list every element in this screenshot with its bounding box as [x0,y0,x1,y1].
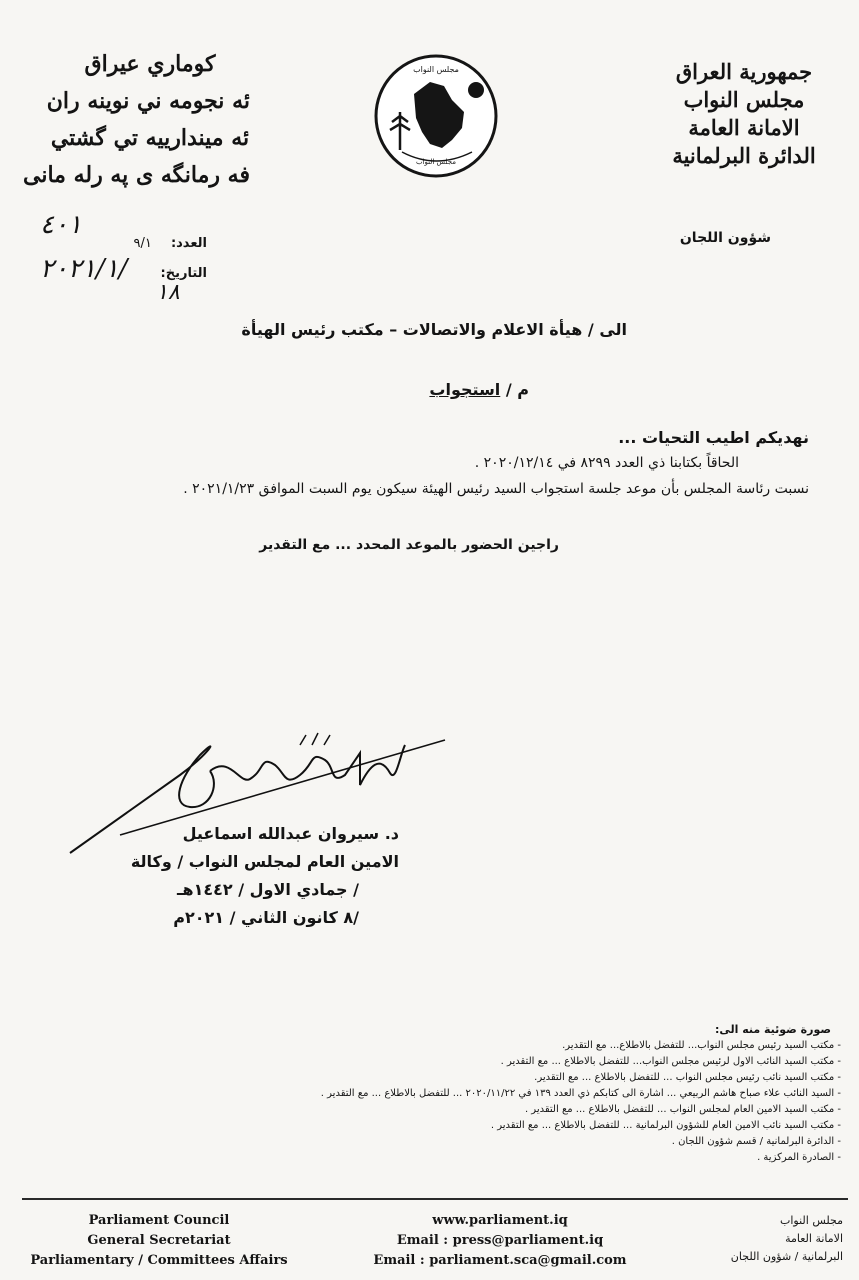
letterhead-left-line: ئه ميندارييه تي گشتي [50,125,250,151]
signature-block [59,820,399,932]
number-prefix: ٩/١ [133,236,152,251]
letterhead-directorate: الدائرة البرلمانية [672,143,816,168]
footer-left [14,1211,304,1271]
greeting: نهديكم اطيب التحيات ... [618,428,809,447]
cc-item: - السيد النائب علاء صباح هاشم الربيعي ... اشارة الى كتابكم ذي العدد ١٣٩ في ٢٠٢٠/١١/٢٢ ... للتفضل بالاطلاع ... مع التقدير . [320,1088,841,1099]
footer-email-sca[interactable]: Email : parliament.sca@gmail.com [373,1253,627,1268]
subject-prefix: م / [505,380,529,399]
paragraph-main: نسبت رئاسة المجلس بأن موعد جلسة استجواب السيد رئيس الهيئة سيكون يوم السبت الموافق ٢٠٢١/١/٢٣ . [183,481,809,497]
number-handwritten: ٤٠١ [40,210,82,240]
closing-line: راجين الحضور بالموعد المحدد ... مع التقدير [259,537,559,553]
letterhead-council: مجلس النواب [683,87,805,112]
cc-item: - الدائرة البرلمانية / قسم شؤون اللجان . [671,1136,841,1147]
letterhead-left-line: كوماري عيراق [84,51,216,77]
footer-right-line: مجلس النواب [780,1214,843,1227]
cc-item: - مكتب السيد الامين العام لمجلس النواب ... للتفضل بالاطلاع ... مع التقدير . [524,1104,841,1115]
date-handwritten: ٢٠٢١/١/ [40,254,128,284]
letterhead-country: جمهورية العراق [675,59,813,84]
cc-item: - مكتب السيد نائب رئيس مجلس النواب ... للتفضل بالاطلاع ... مع التقدير. [534,1072,841,1083]
cc-item: - الصادرة المركزية . [757,1152,841,1163]
addressee: الى / هيأة الاعلام والاتصالات – مكتب رئيس الهيأة [241,320,627,339]
date-day-handwritten: ١٨ [156,280,180,305]
signer-name: د. سيروان عبدالله اسماعيل [182,824,399,843]
footer-secretariat: General Secretariat [87,1233,231,1248]
cc-title: صورة ضوئية منه الى: [714,1023,831,1036]
date-label: التاريخ: [160,266,207,281]
letterhead-left-line: فه رمانگه ى په رله مانى [23,162,250,188]
emblem-bottom-text: مجلس النواب [415,158,457,166]
subject-line [429,380,529,399]
number-row [133,232,207,251]
letterhead-left-line: ئه نجومه ني نوينه ران [46,88,250,114]
department-label: شؤون اللجان [679,230,771,246]
footer-right-line: الامانة العامة [785,1232,843,1245]
cc-item: - مكتب السيد نائب الامين العام للشؤون البرلمانية ... للتفضل بالاطلاع ... مع التقدير . [490,1120,841,1131]
cc-item: - مكتب السيد النائب الاول لرئيس مجلس النواب... للتفضل بالاطلاع ... مع التقدير . [500,1056,841,1067]
parliament-emblem [372,52,500,180]
footer-email-press[interactable]: Email : press@parliament.iq [396,1233,604,1248]
letterhead-left [23,46,250,194]
footer-divider [22,1198,848,1200]
subject: استجواب [429,380,501,399]
letterhead-right [659,58,829,170]
emblem-text: مجلس النواب [413,65,459,74]
gregorian-date: /٨ كانون الثاني / ٢٠٢١م [173,908,359,927]
footer-council: Parliament Council [88,1213,230,1228]
footer-affairs: Parliamentary / Committees Affairs [30,1253,288,1268]
letterhead-secretariat: الامانة العامة [688,115,800,140]
hijri-date: / جمادي الاول / ١٤٤٢هـ [177,880,359,899]
paragraph-reference: الحاقاً بكتابنا ذي العدد ٨٢٩٩ في ٢٠٢٠/١٢/١٤ . [474,455,739,471]
number-label: العدد: [170,236,207,251]
footer-right [693,1212,843,1266]
footer-contact [340,1211,660,1271]
cc-item: - مكتب السيد رئيس مجلس النواب... للتفضل بالاطلاع... مع التقدير. [562,1040,841,1051]
cc-list [141,1022,841,1166]
date-row [161,262,207,281]
signer-title: الامين العام لمجلس النواب / وكالة [130,852,399,871]
footer-right-line: البرلمانية / شؤون اللجان [730,1250,843,1263]
footer-website-link[interactable]: www.parliament.iq [432,1213,568,1228]
